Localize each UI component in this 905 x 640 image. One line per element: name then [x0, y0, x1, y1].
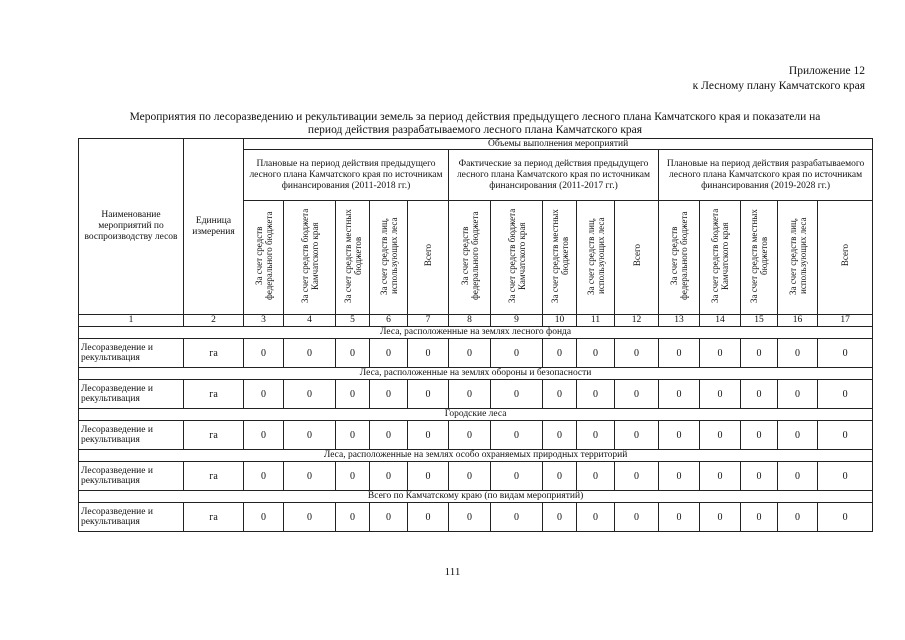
- value-cell: 0: [778, 421, 818, 450]
- value-cell: 0: [449, 462, 491, 491]
- value-cell: 0: [244, 462, 284, 491]
- subheader-label: Всего: [840, 244, 851, 267]
- value-cell: 0: [659, 339, 700, 368]
- value-cell: 0: [700, 462, 741, 491]
- document-title: [78, 111, 872, 137]
- value-cell: 0: [336, 462, 370, 491]
- column-number: 9: [491, 315, 543, 327]
- header-group-planned-current: Плановые на период действия разрабатываемого лесного плана Камчатского края по источникам финансирования (2019-2028 гг.): [659, 150, 873, 201]
- subheader-g2-c1: [449, 201, 491, 315]
- column-number: 17: [818, 315, 873, 327]
- subheader-g3-c4: [778, 201, 818, 315]
- value-cell: 0: [370, 339, 408, 368]
- column-number: 4: [284, 315, 336, 327]
- value-cell: 0: [336, 339, 370, 368]
- value-cell: 0: [370, 503, 408, 532]
- unit-cell: га: [184, 503, 244, 532]
- value-cell: 0: [818, 462, 873, 491]
- column-number: 15: [741, 315, 778, 327]
- subheader-label: За счет средств местных бюджетов: [749, 208, 769, 303]
- unit-cell: га: [184, 339, 244, 368]
- value-cell: 0: [659, 462, 700, 491]
- subheader-g3-c5: [818, 201, 873, 315]
- section-row: [79, 450, 873, 462]
- value-cell: 0: [577, 380, 615, 409]
- unit-cell: га: [184, 462, 244, 491]
- value-cell: 0: [741, 462, 778, 491]
- value-cell: 0: [449, 503, 491, 532]
- section-row: [79, 327, 873, 339]
- subheader-g3-c2: [700, 201, 741, 315]
- subheader-label: За счет средств федерального бюджета: [459, 211, 480, 300]
- value-cell: 0: [370, 380, 408, 409]
- value-cell: 0: [491, 503, 543, 532]
- value-cell: 0: [818, 339, 873, 368]
- subheader-g1-c5: [408, 201, 449, 315]
- value-cell: 0: [491, 339, 543, 368]
- header-group-actual-previous: Фактические за период действия предыдущего лесного плана Камчатского края по источникам финансирования (2011-2017 гг.): [449, 150, 659, 201]
- value-cell: 0: [244, 421, 284, 450]
- value-cell: 0: [659, 503, 700, 532]
- subheader-g1-c4: [370, 201, 408, 315]
- value-cell: 0: [818, 503, 873, 532]
- value-cell: 0: [615, 421, 659, 450]
- value-cell: 0: [284, 462, 336, 491]
- value-cell: 0: [741, 421, 778, 450]
- subheader-label: За счет средств бюджета Камчатского края: [710, 208, 730, 303]
- value-cell: 0: [244, 339, 284, 368]
- section-title: Городские леса: [79, 409, 873, 421]
- value-cell: 0: [408, 380, 449, 409]
- unit-cell: га: [184, 421, 244, 450]
- value-cell: 0: [577, 421, 615, 450]
- subheader-g3-c1: [659, 201, 700, 315]
- column-number: 2: [184, 315, 244, 327]
- value-cell: 0: [449, 421, 491, 450]
- value-cell: 0: [659, 421, 700, 450]
- section-title: Всего по Камчатскому краю (по видам мероприятий): [79, 491, 873, 503]
- page-number: 111: [444, 566, 461, 578]
- value-cell: 0: [408, 421, 449, 450]
- value-cell: 0: [615, 462, 659, 491]
- value-cell: 0: [700, 380, 741, 409]
- column-number: 1: [79, 315, 184, 327]
- header-group-planned-previous: Плановые на период действия предыдущего лесного плана Камчатского края по источникам финансирования (2011-2018 гг.): [244, 150, 449, 201]
- value-cell: 0: [615, 380, 659, 409]
- activity-name: Лесоразведение и рекультивация: [79, 503, 184, 532]
- subheader-label: За счет средств бюджета Камчатского края: [506, 208, 527, 303]
- value-cell: 0: [449, 339, 491, 368]
- table-row: [79, 503, 873, 532]
- value-cell: 0: [543, 462, 577, 491]
- value-cell: 0: [818, 380, 873, 409]
- value-cell: 0: [700, 339, 741, 368]
- column-number: 16: [778, 315, 818, 327]
- subheader-g2-c4: [577, 201, 615, 315]
- column-number: 3: [244, 315, 284, 327]
- title-line-1: Мероприятия по лесоразведению и рекультивации земель за период действия предыдущего лесного плана Камчатского края и показатели на: [129, 111, 821, 123]
- value-cell: 0: [244, 380, 284, 409]
- header-unit: Единица измерения: [184, 139, 244, 315]
- value-cell: 0: [700, 421, 741, 450]
- column-number: 12: [615, 315, 659, 327]
- value-cell: 0: [818, 421, 873, 450]
- section-row: [79, 491, 873, 503]
- value-cell: 0: [408, 462, 449, 491]
- value-cell: 0: [284, 503, 336, 532]
- value-cell: 0: [778, 380, 818, 409]
- value-cell: 0: [659, 380, 700, 409]
- activity-name: Лесоразведение и рекультивация: [79, 421, 184, 450]
- value-cell: 0: [741, 339, 778, 368]
- value-cell: 0: [449, 380, 491, 409]
- value-cell: 0: [741, 503, 778, 532]
- subheader-label: За счет средств местных бюджетов: [549, 208, 570, 303]
- column-number: 5: [336, 315, 370, 327]
- table-row: [79, 380, 873, 409]
- value-cell: 0: [778, 339, 818, 368]
- value-cell: 0: [336, 421, 370, 450]
- value-cell: 0: [491, 380, 543, 409]
- column-number: 14: [700, 315, 741, 327]
- measures-table: [78, 138, 873, 532]
- subheader-g2-c3: [543, 201, 577, 315]
- value-cell: 0: [408, 503, 449, 532]
- section-title: Леса, расположенные на землях лесного фонда: [79, 327, 873, 339]
- column-number: 7: [408, 315, 449, 327]
- value-cell: 0: [577, 503, 615, 532]
- value-cell: 0: [244, 503, 284, 532]
- subheader-g1-c1: [244, 201, 284, 315]
- value-cell: 0: [741, 380, 778, 409]
- value-cell: 0: [284, 339, 336, 368]
- value-cell: 0: [615, 339, 659, 368]
- section-title: Леса, расположенные на землях обороны и безопасности: [79, 368, 873, 380]
- subheader-g3-c3: [741, 201, 778, 315]
- activity-name: Лесоразведение и рекультивация: [79, 462, 184, 491]
- value-cell: 0: [336, 380, 370, 409]
- subheader-label: За счет средств лиц, использующих леса: [378, 216, 399, 295]
- subheader-g2-c2: [491, 201, 543, 315]
- table-row: [79, 462, 873, 491]
- table-row: [79, 339, 873, 368]
- header-activity-name: Наименование мероприятий по воспроизводству лесов: [79, 139, 184, 315]
- value-cell: 0: [491, 421, 543, 450]
- column-number: 10: [543, 315, 577, 327]
- value-cell: 0: [370, 421, 408, 450]
- subheader-label: За счет средств федерального бюджета: [253, 211, 274, 300]
- value-cell: 0: [577, 462, 615, 491]
- value-cell: 0: [543, 339, 577, 368]
- value-cell: 0: [543, 503, 577, 532]
- column-number: 11: [577, 315, 615, 327]
- subheader-g1-c3: [336, 201, 370, 315]
- subheader-g1-c2: [284, 201, 336, 315]
- column-number: 6: [370, 315, 408, 327]
- value-cell: 0: [543, 380, 577, 409]
- value-cell: 0: [543, 421, 577, 450]
- activity-name: Лесоразведение и рекультивация: [79, 380, 184, 409]
- value-cell: 0: [408, 339, 449, 368]
- header-volumes: Объемы выполнения мероприятий: [244, 139, 873, 150]
- activity-name: Лесоразведение и рекультивация: [79, 339, 184, 368]
- appendix-line-1: Приложение 12: [788, 65, 865, 77]
- section-row: [79, 409, 873, 421]
- subheader-label: За счет средств лиц, использующих леса: [585, 216, 606, 295]
- subheader-label: За счет средств федерального бюджета: [669, 211, 689, 300]
- column-number: 8: [449, 315, 491, 327]
- value-cell: 0: [700, 503, 741, 532]
- value-cell: 0: [284, 421, 336, 450]
- column-number: 13: [659, 315, 700, 327]
- subheader-label: Всего: [423, 244, 433, 267]
- subheader-label: За счет средств бюджета Камчатского края: [299, 208, 320, 303]
- subheader-label: Всего: [631, 244, 642, 267]
- value-cell: 0: [491, 462, 543, 491]
- subheader-g2-c5: [615, 201, 659, 315]
- section-row: [79, 368, 873, 380]
- subheader-label: За счет средств лиц, использующих леса: [787, 216, 808, 295]
- value-cell: 0: [577, 339, 615, 368]
- appendix-line-2: к Лесному плану Камчатского края: [692, 80, 865, 92]
- value-cell: 0: [284, 380, 336, 409]
- section-title: Леса, расположенные на землях особо охраняемых природных территорий: [79, 450, 873, 462]
- appendix-note: [693, 64, 865, 94]
- table-row: [79, 421, 873, 450]
- value-cell: 0: [778, 503, 818, 532]
- unit-cell: га: [184, 380, 244, 409]
- value-cell: 0: [778, 462, 818, 491]
- value-cell: 0: [370, 462, 408, 491]
- value-cell: 0: [336, 503, 370, 532]
- title-line-2: период действия разрабатываемого лесного плана Камчатского края: [307, 124, 643, 136]
- value-cell: 0: [615, 503, 659, 532]
- subheader-label: За счет средств местных бюджетов: [342, 208, 363, 303]
